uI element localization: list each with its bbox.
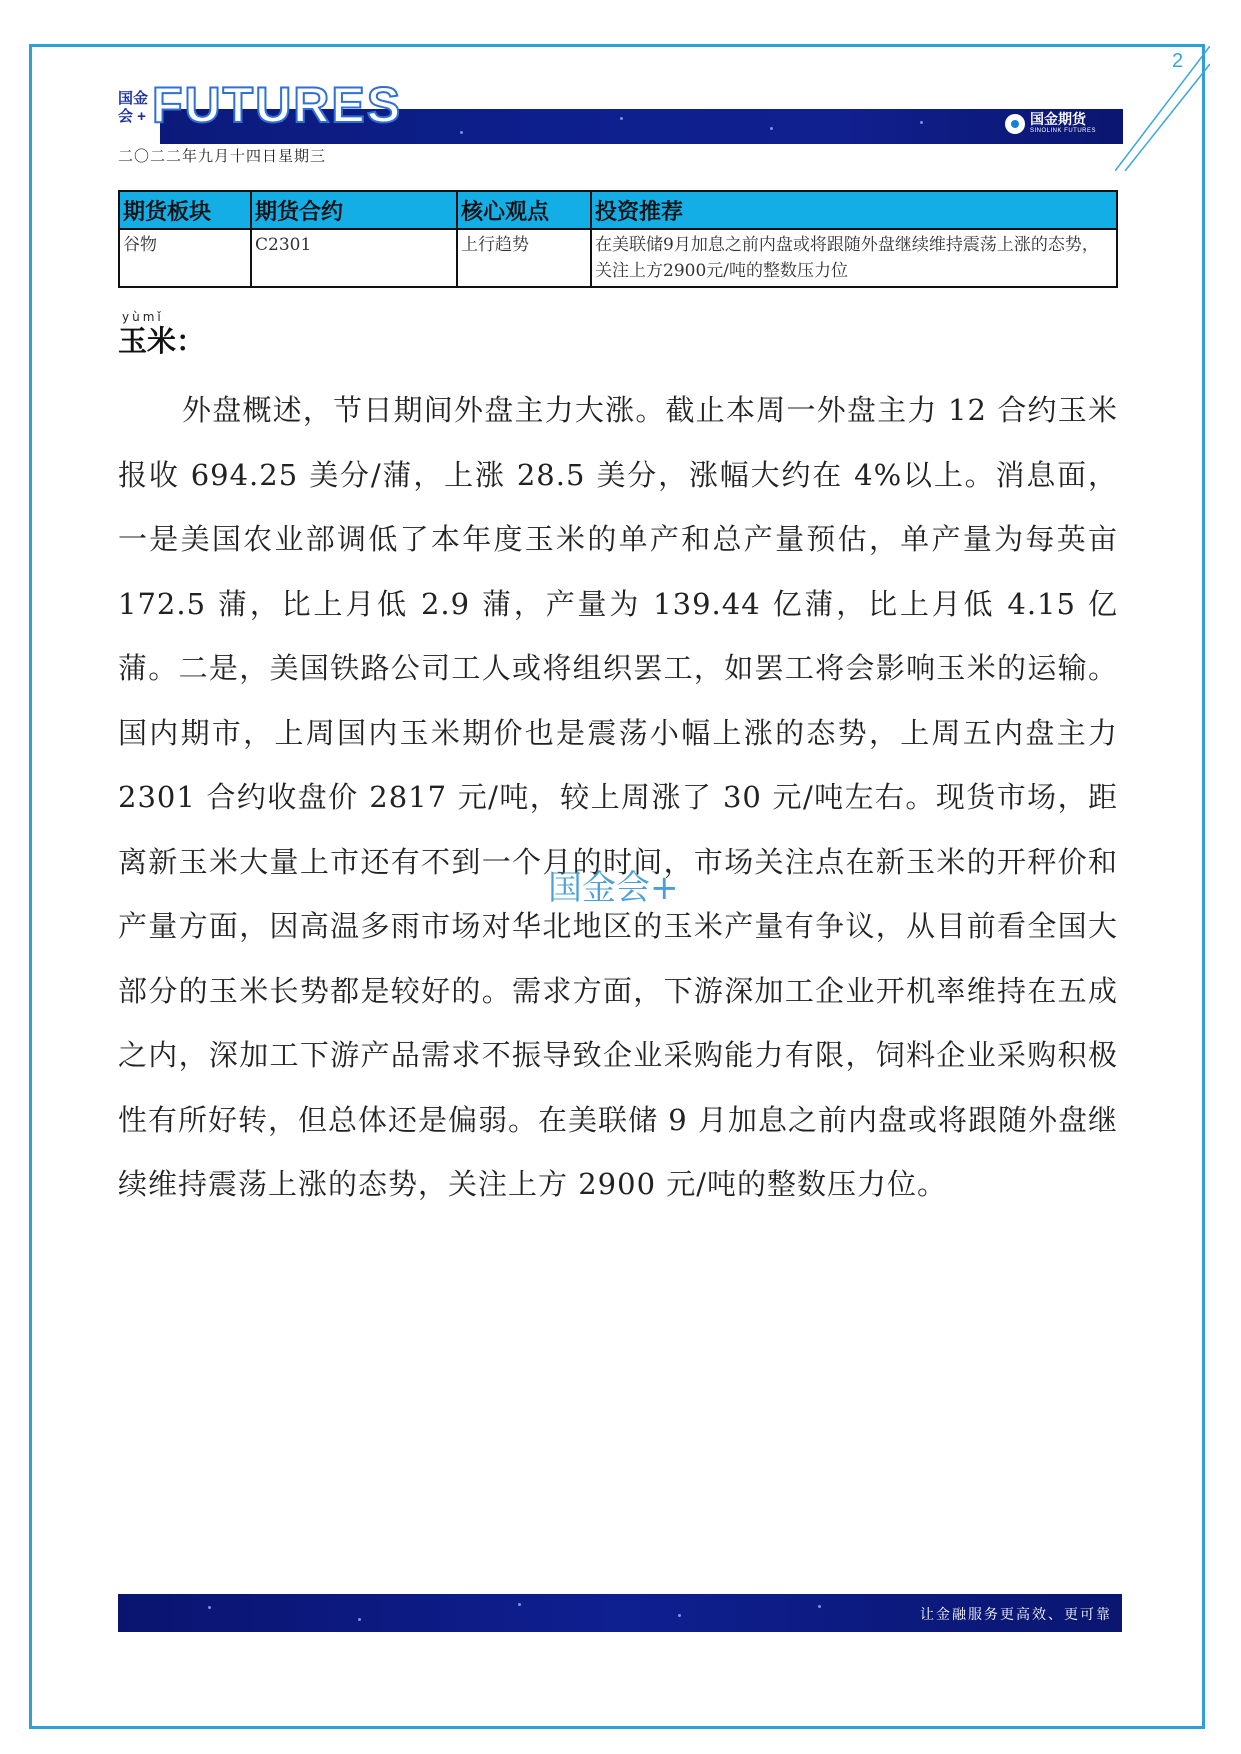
section-pinyin: yùmǐ (122, 310, 164, 324)
body-paragraph: 外盘概述，节日期间外盘主力大涨。截止本周一外盘主力 12 合约玉米报收 694.25 美分/蒲，上涨 28.5 美分，涨幅大约在 4%以上。消息面，一是美国农业部调低了本年度玉米的单产和总产量预估，单产量为每英亩 172.5 蒲，比上月低 2.9 蒲，产量为 139.44 亿蒲，比上月低 4.15 亿蒲。二是，美国铁路公司工人或将组织罢工，如罢工将会影响玉米的运输。国内期市，上周国内玉米期价也是震荡小幅上涨的态势，上周五内盘主力 2301 合约收盘价 2817 元/吨，较上周涨了 30 元/吨左右。现货市场，距离新玉米大量上市还有不到一个月的时间，市场关注点在新玉米的开秤价和产量方面，因高温多雨市场对华北地区的玉米产量有争议，从目前看全国大部分的玉米长势都是较好的。需求方面，下游深加工企业开机率维持在五成之内，深加工下游产品需求不振导致企业采购能力有限，饲料企业采购积极性有所好转，但总体还是偏弱。在美联储 9 月加息之前内盘或将跟随外盘继续维持震荡上涨的态势，关注上方 2900 元/吨的整数压力位。 (118, 393, 1118, 1201)
table-cell-recommendation: 在美联储9月加息之前内盘或将跟随外盘继续维持震荡上涨的态势，关注上方2900元/吨的整数压力位 (591, 229, 1117, 287)
footer-banner (118, 1594, 1122, 1632)
brand-logo-small: 国金 会 + (118, 90, 149, 125)
brand-logo-futures: FUTURES (152, 77, 403, 133)
company-name-en: SINOLINK FUTURES (1030, 128, 1097, 134)
watermark: 国金会+ (548, 868, 679, 908)
table-header-row (119, 191, 1117, 229)
table-cell-contract: C2301 (251, 229, 457, 287)
table-row (119, 229, 1117, 287)
column-header: 期货合约 (251, 191, 457, 229)
page-number: 2 (1172, 50, 1184, 72)
corner-decoration (1115, 46, 1210, 171)
sinolink-logo-icon (1005, 114, 1025, 134)
column-header: 核心观点 (457, 191, 591, 229)
section-heading (118, 310, 205, 358)
section-title: 玉米： (118, 324, 206, 358)
company-logo (1005, 112, 1096, 135)
footer-slogan: 让金融服务更高效、更可靠 (920, 1607, 1112, 1623)
table-cell-view: 上行趋势 (457, 229, 591, 287)
company-name-cn: 国金期货 (1030, 111, 1086, 127)
column-header: 期货板块 (119, 191, 251, 229)
report-date: 二〇二二年九月十四日星期三 (118, 147, 327, 165)
table-cell-sector: 谷物 (119, 229, 251, 287)
summary-table (118, 190, 1118, 288)
column-header: 投资推荐 (591, 191, 1117, 229)
